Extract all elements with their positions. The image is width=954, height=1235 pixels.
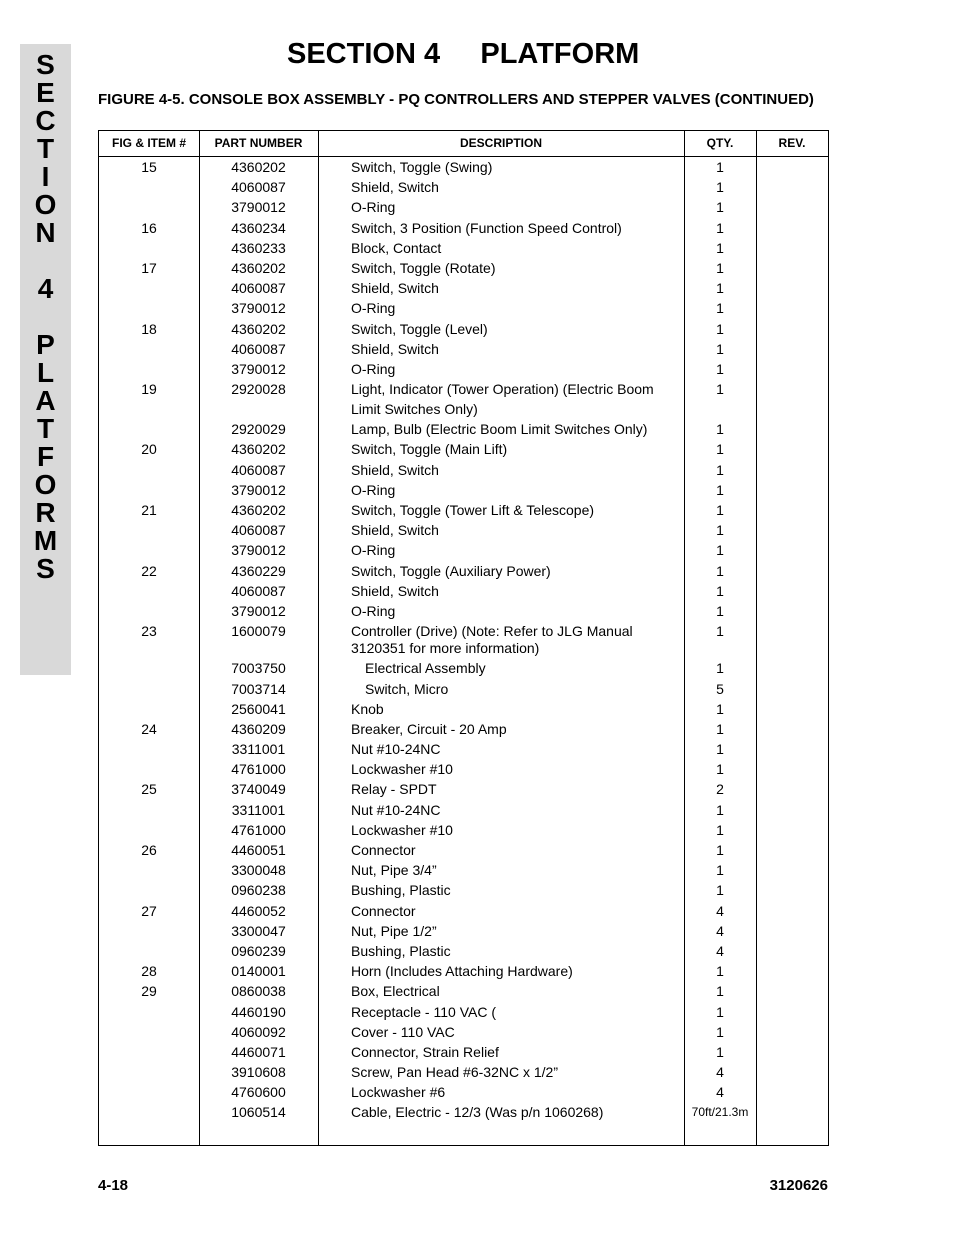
row-part-number: 4360202 [231,441,286,458]
row-description: Bushing, Plastic [351,882,451,899]
table-row [99,359,828,379]
table-row [99,981,828,1001]
row-fig-item: 22 [141,562,157,579]
side-tab-letter: C [35,105,56,136]
row-fig-item: 26 [141,842,157,858]
row-qty: 5 [716,680,724,697]
row-part-number: 4060092 [231,1023,286,1040]
row-qty: 1 [716,1023,724,1040]
document-number: 3120626 [769,1177,828,1194]
table-row [99,197,828,217]
side-tab-letters [20,44,71,583]
row-qty: 4 [716,922,724,939]
row-part-number: 0860038 [231,983,286,1000]
row-fig-item: 29 [141,983,157,1000]
table-row [99,460,828,480]
row-qty: 1 [716,700,724,717]
side-tab-letter: F [36,441,55,472]
row-qty: 1 [716,219,724,236]
row-description: O-Ring [351,199,396,216]
row-part-number: 4760600 [231,1084,286,1101]
table-row [99,319,828,339]
table-row [99,1042,828,1062]
row-qty: 1 [716,360,724,377]
row-part-number: 4360202 [231,159,286,175]
row-part-number: 4360209 [231,720,286,737]
table-row [99,1082,828,1102]
table-row [99,480,828,500]
row-description: O-Ring [351,481,396,498]
row-description: Shield, Switch [351,340,439,357]
row-description: Switch, 3 Position (Function Speed Control) [351,219,622,236]
table-row [99,860,828,880]
side-tab-letter: T [36,413,55,444]
row-part-number: 1600079 [231,623,286,640]
table-row [99,800,828,820]
table-row [99,699,828,719]
row-description: Screw, Pan Head #6-32NC x 1/2” [351,1064,558,1081]
row-part-number: 3910608 [231,1064,286,1081]
row-fig-item: 15 [141,159,157,175]
table-row [99,638,828,658]
table-row [99,379,828,399]
row-part-number: 3300047 [231,922,286,939]
row-part-number: 2920029 [231,421,286,438]
row-part-number: 4460190 [231,1003,286,1020]
row-qty: 1 [716,502,724,518]
row-qty: 4 [716,1084,724,1101]
row-part-number: 3790012 [231,481,286,498]
row-part-number: 3790012 [231,360,286,377]
row-fig-item: 27 [141,902,157,919]
table-row [99,238,828,258]
table-row [99,218,828,238]
row-qty: 1 [716,821,724,838]
row-description: Connector, Strain Relief [351,1043,499,1060]
side-tab-letter: E [36,77,55,108]
table-body [99,157,828,1123]
row-part-number: 4060087 [231,179,286,196]
table-row [99,759,828,779]
row-fig-item: 16 [141,219,157,236]
row-part-number: 2560041 [231,700,286,717]
row-qty: 4 [716,1064,724,1081]
row-qty: 1 [716,761,724,778]
table-row [99,779,828,799]
table-row [99,339,828,359]
side-tab-letter: T [36,133,55,164]
row-description: Shield, Switch [351,582,439,599]
row-description: Lockwasher #10 [351,821,453,838]
row-qty: 1 [716,179,724,196]
row-description: Lockwasher #10 [351,761,453,778]
row-part-number: 4360234 [231,219,286,236]
table-row [99,1002,828,1022]
row-qty: 1 [716,842,724,858]
header-rev: REV. [778,136,806,150]
row-part-number: 3311001 [231,741,286,758]
table-row [99,1062,828,1082]
side-tab-letter: O [34,469,57,500]
row-description: Lamp, Bulb (Electric Boom Limit Switches Only) [351,421,648,438]
row-part-number: 0960238 [231,882,286,899]
row-description: Relay - SPDT [351,781,437,798]
row-part-number: 3740049 [231,781,286,798]
table-row [99,520,828,540]
row-qty: 4 [716,902,724,919]
row-description: O-Ring [351,602,396,619]
row-description: Lockwasher #6 [351,1084,446,1101]
row-qty: 1 [716,461,724,478]
row-part-number: 4360233 [231,239,286,256]
row-fig-item: 21 [141,502,157,518]
row-description: O-Ring [351,360,396,377]
row-part-number: 4360229 [231,562,286,579]
table-row [99,601,828,621]
row-fig-item: 25 [141,781,157,798]
row-qty: 4 [716,942,724,959]
table-header [99,131,828,157]
row-part-number: 4460071 [231,1043,286,1060]
row-qty: 1 [716,542,724,559]
row-description: Nut #10-24NC [351,801,441,818]
row-description: Block, Contact [351,239,442,256]
table-row [99,621,828,638]
row-description: Cover - 110 VAC [351,1023,455,1040]
side-tab-letter: O [34,189,57,220]
row-part-number: 4060087 [231,522,286,539]
row-qty: 1 [716,259,724,276]
row-qty: 1 [716,1043,724,1060]
row-description: Limit Switches Only) [351,401,478,418]
table-row [99,419,828,439]
row-description: Switch, Micro [365,680,449,697]
row-qty: 70ft/21.3m [691,1105,749,1120]
row-part-number: 4060087 [231,340,286,357]
row-part-number: 4060087 [231,461,286,478]
row-description: Receptacle - 110 VAC ( [351,1003,496,1020]
row-description: Breaker, Circuit - 20 Amp [351,720,507,737]
row-part-number: 4060087 [231,582,286,599]
row-qty: 1 [716,602,724,619]
row-qty: 1 [716,741,724,758]
row-description: Box, Electrical [351,983,440,1000]
row-fig-item: 19 [141,381,157,398]
table-row [99,298,828,318]
table-row [99,561,828,581]
row-part-number: 4460051 [231,842,286,858]
row-part-number: 0140001 [231,963,286,980]
row-part-number: 2920028 [231,381,286,398]
side-tab-letter: P [36,329,55,360]
row-part-number: 4460052 [231,902,286,919]
row-qty: 1 [716,582,724,599]
row-qty: 1 [716,801,724,818]
row-description: Knob [351,700,384,717]
row-fig-item: 20 [141,441,157,458]
side-tab-letter: S [36,49,55,80]
row-description: O-Ring [351,300,396,317]
page-number: 4-18 [98,1177,129,1194]
row-qty: 2 [716,781,724,798]
table-row [99,941,828,961]
header-qty: QTY. [706,136,734,150]
row-part-number: 3790012 [231,602,286,619]
row-description: Switch, Toggle (Tower Lift & Telescope) [351,502,595,518]
row-part-number: 7003750 [231,660,286,677]
row-description: Electrical Assembly [365,660,486,677]
row-qty: 1 [716,421,724,438]
row-qty: 1 [716,882,724,899]
header-description: DESCRIPTION [459,136,542,150]
table-row [99,901,828,921]
side-tab-letter: 4 [37,273,54,304]
row-description: Horn (Includes Attaching Hardware) [351,963,573,980]
side-tab-letter: I [41,161,50,192]
row-part-number: 4761000 [231,761,286,778]
table-row [99,278,828,298]
table-row [99,1102,828,1122]
page-title: SECTION 4 PLATFORM [287,38,640,70]
table-row [99,581,828,601]
side-tab-letter: S [36,553,55,584]
row-fig-item: 28 [141,963,157,980]
row-fig-item: 18 [141,320,157,337]
row-description: Switch, Toggle (Auxiliary Power) [351,562,551,579]
row-qty: 1 [716,340,724,357]
row-description: Switch, Toggle (Level) [351,320,488,337]
row-description: Nut, Pipe 1/2” [351,922,437,939]
row-qty: 1 [716,300,724,317]
row-qty: 1 [716,199,724,216]
table-row [99,820,828,840]
table-row [99,157,828,177]
row-qty: 1 [716,481,724,498]
row-fig-item: 17 [141,259,157,276]
row-qty: 1 [716,441,724,458]
table-row [99,921,828,941]
table-row [99,439,828,459]
table-row [99,840,828,860]
table-row [99,500,828,520]
row-description: O-Ring [351,542,396,559]
row-part-number: 4360202 [231,502,286,518]
row-part-number: 4360202 [231,259,286,276]
row-qty: 1 [716,381,724,398]
table-row [99,399,828,419]
figure-title: FIGURE 4-5. CONSOLE BOX ASSEMBLY - PQ CONTROLLERS AND STEPPER VALVES (CONTINUED) [98,91,814,108]
row-fig-item: 23 [141,623,157,640]
row-description: Connector [351,902,416,919]
table-row [99,1022,828,1042]
row-part-number: 3311001 [231,801,286,818]
row-qty: 1 [716,660,724,677]
table-row [99,719,828,739]
row-qty: 1 [716,862,724,879]
table-row [99,658,828,678]
row-part-number: 3790012 [231,300,286,317]
table-row [99,961,828,981]
table-row [99,540,828,560]
table-row [99,880,828,900]
header-fig-item: FIG & ITEM # [111,136,186,150]
row-part-number: 7003714 [231,680,286,697]
row-description: Nut, Pipe 3/4” [351,862,437,879]
row-description: 3120351 for more information) [351,640,540,657]
row-qty: 1 [716,1003,724,1020]
row-qty: 1 [716,963,724,980]
row-qty: 1 [716,720,724,737]
table-row [99,258,828,278]
row-part-number: 4761000 [231,821,286,838]
row-description: Switch, Toggle (Swing) [351,159,493,175]
table-row [99,177,828,197]
row-part-number: 4360202 [231,320,286,337]
side-tab-letter: A [35,385,56,416]
row-part-number: 1060514 [231,1104,286,1121]
row-part-number: 0960239 [231,942,286,959]
row-part-number: 3300048 [231,862,286,879]
row-description: Bushing, Plastic [351,942,451,959]
row-description: Light, Indicator (Tower Operation) (Electric Boom [351,381,654,398]
row-qty: 1 [716,280,724,297]
row-part-number: 3790012 [231,542,286,559]
row-qty: 1 [716,320,724,337]
row-description: Switch, Toggle (Rotate) [351,259,496,276]
row-description: Switch, Toggle (Main Lift) [351,441,508,458]
row-part-number: 4060087 [231,280,286,297]
side-tab-letter: L [36,357,55,388]
row-qty: 1 [716,983,724,1000]
row-qty: 1 [716,239,724,256]
row-description: Shield, Switch [351,179,439,196]
row-description: Nut #10-24NC [351,741,441,758]
row-description: Shield, Switch [351,280,439,297]
table-row [99,679,828,699]
parts-table [98,130,829,1146]
row-part-number: 3790012 [231,199,286,216]
row-qty: 1 [716,623,724,640]
header-part-number: PART NUMBER [214,136,303,150]
side-tab-letter [20,303,71,331]
section-side-tab [20,44,71,675]
row-qty: 1 [716,159,724,175]
row-description: Cable, Electric - 12/3 (Was p/n 1060268) [351,1104,604,1121]
row-description: Connector [351,842,416,858]
side-tab-letter: R [35,497,56,528]
row-description: Shield, Switch [351,522,439,539]
side-tab-letter: M [33,525,58,556]
side-tab-letter: N [35,217,56,248]
row-qty: 1 [716,562,724,579]
row-description: Controller (Drive) (Note: Refer to JLG Manual [351,623,633,640]
row-fig-item: 24 [141,720,157,737]
side-tab-letter [20,247,71,275]
row-description: Shield, Switch [351,461,439,478]
row-qty: 1 [716,522,724,539]
table-row [99,739,828,759]
